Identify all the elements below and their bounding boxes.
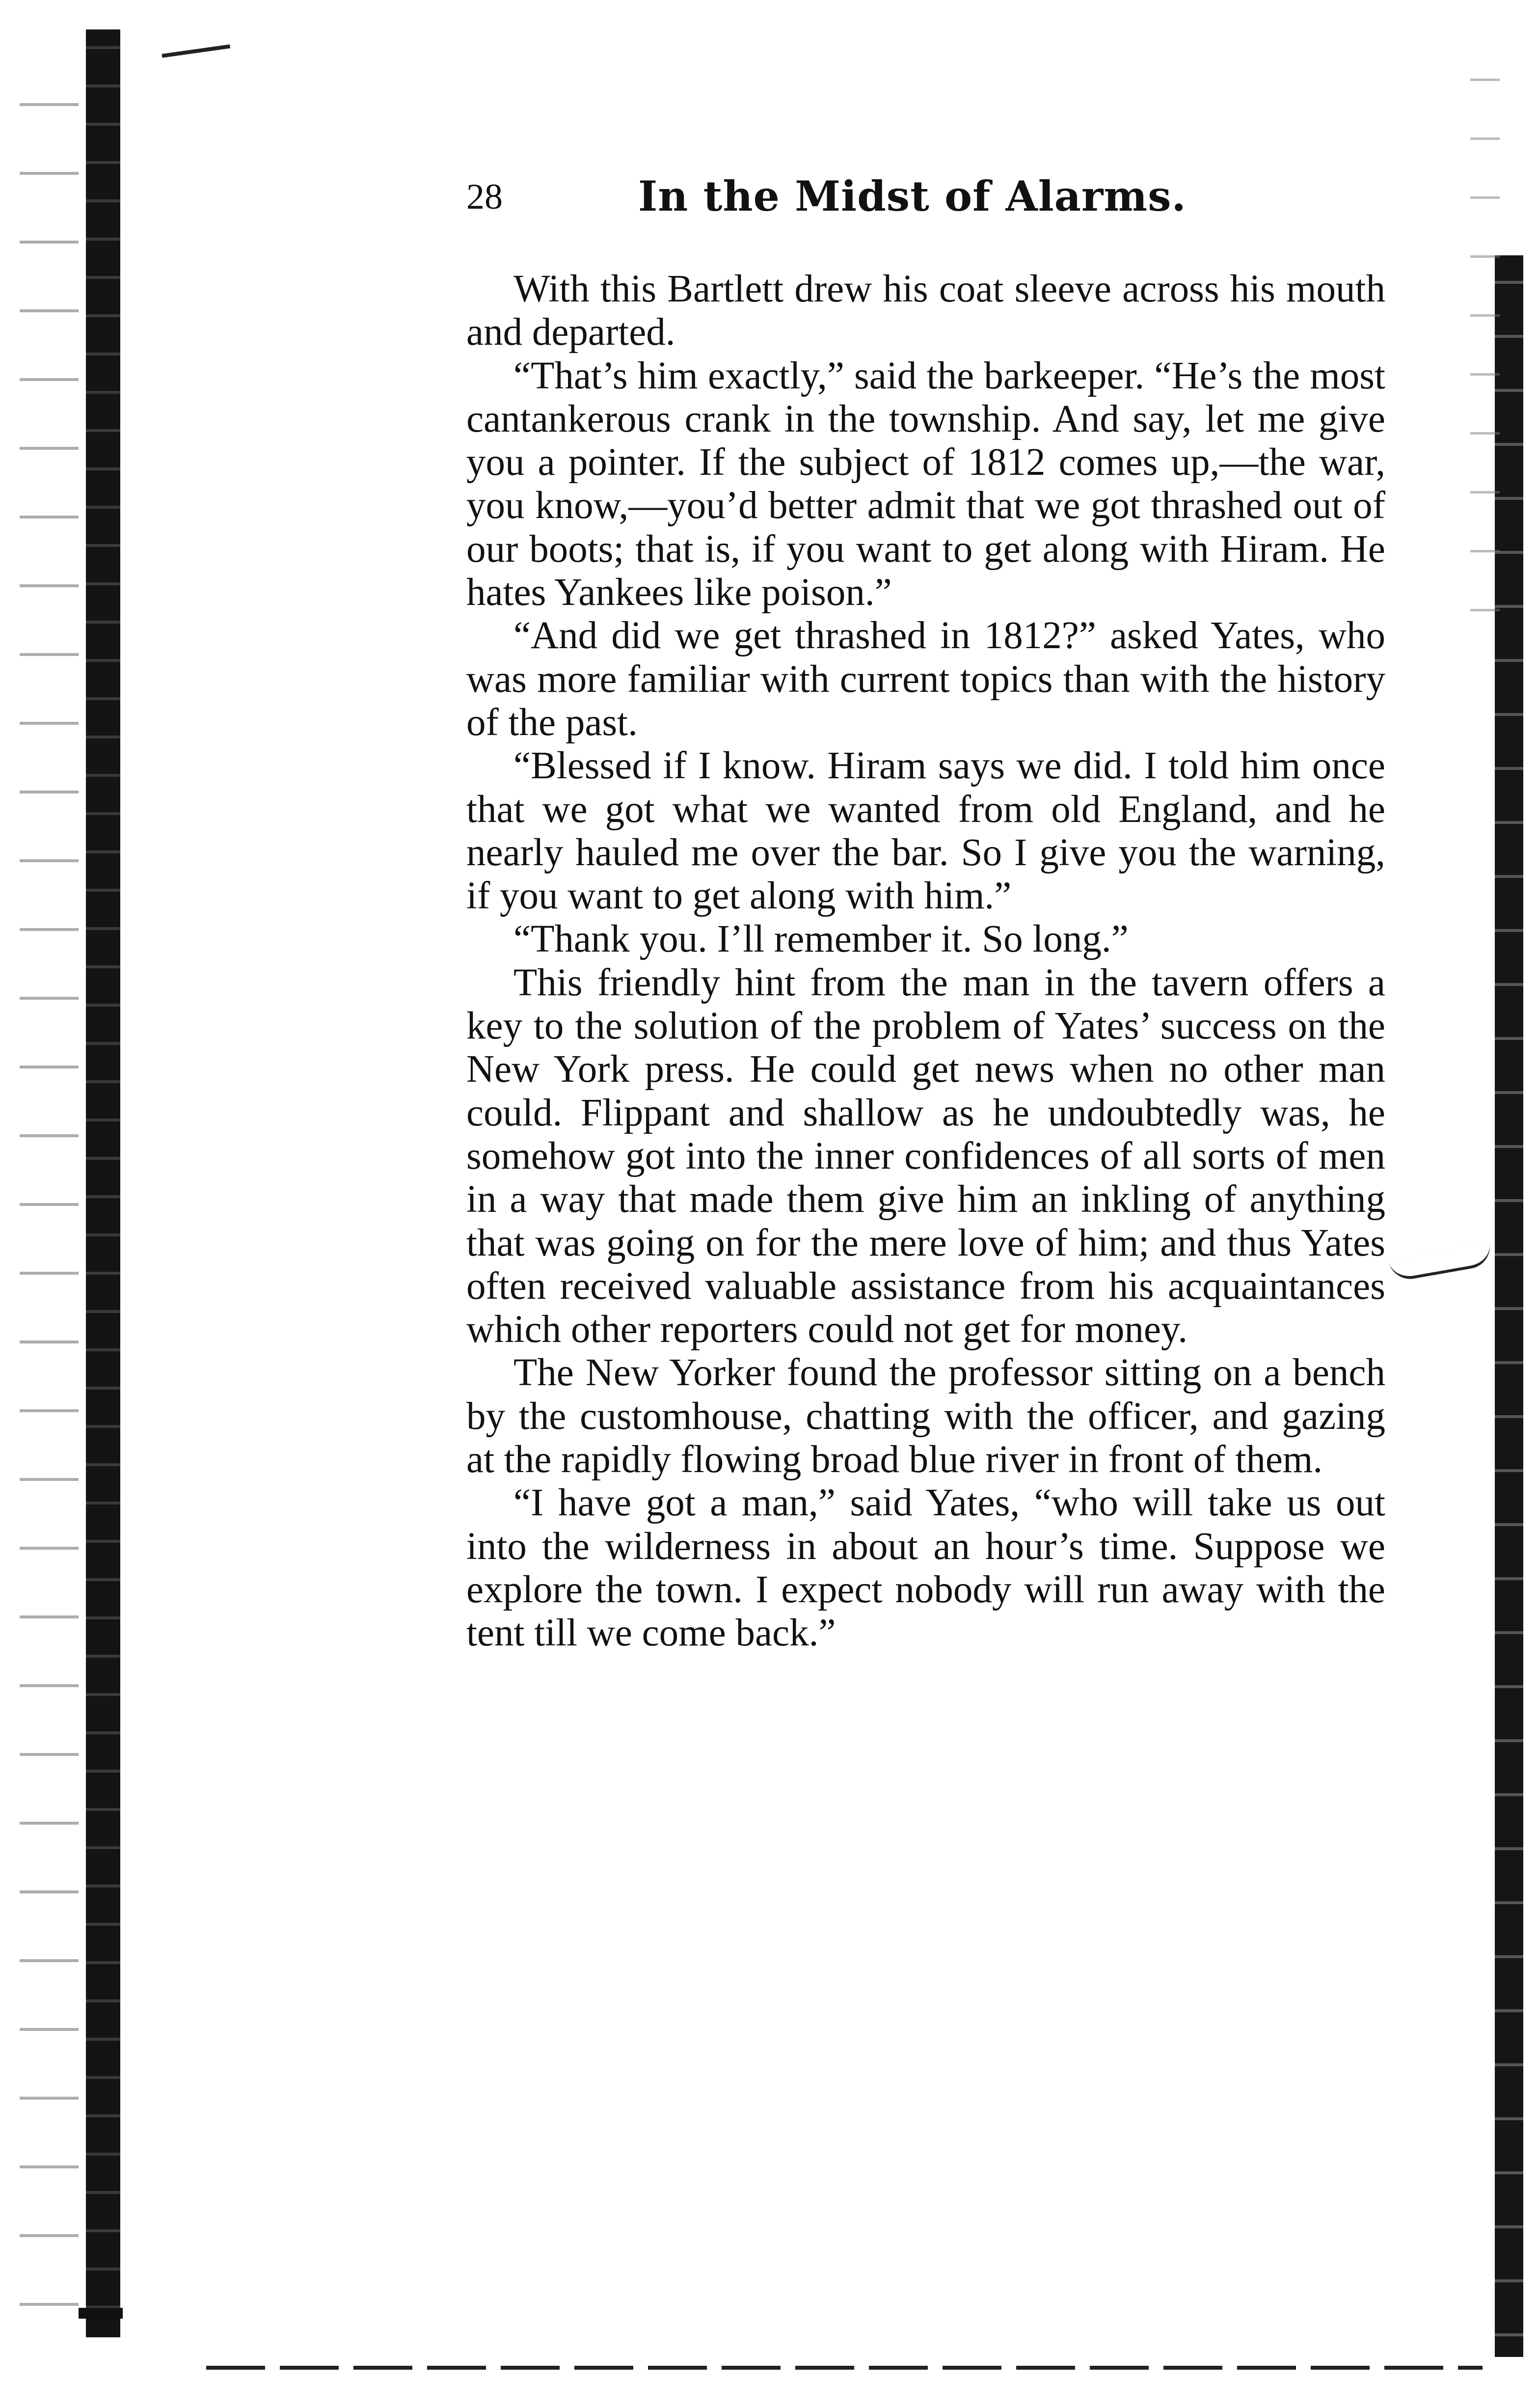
scan-left-specks	[20, 69, 79, 2318]
paragraph: “Thank you. I’ll remember it. So long.”	[513, 918, 1129, 961]
paragraph: “I have got a man,” said Yates, “who will take us out into the wilderness in about an hour’s time. Suppose we explore the town. I expect nobody will run away with the tent till we come back.”	[466, 1481, 1385, 1655]
scan-margin-stroke	[1388, 1242, 1494, 1283]
running-title: In the Midst of Alarms.	[638, 172, 1187, 220]
paragraph: With this Bartlett drew his coat sleeve across his mouth and departed.	[466, 268, 1385, 354]
scan-top-corner-mark	[162, 44, 231, 62]
paragraph: The New Yorker found the professor sitting on a bench by the customhouse, chatting with the officer, and gazing at the rapidly flowing broad blue river in front of them.	[466, 1351, 1385, 1481]
scan-left-binding-edge	[86, 29, 120, 2337]
scan-right-specks	[1470, 49, 1500, 638]
scan-bottom-edge	[206, 2366, 1483, 2370]
paragraph: This friendly hint from the man in the tavern offers a key to the solution of the problem of Yates’ success on the New York press. He could get news when no other man could. Flippant and shallow as he undoubtedly was, he somehow got into the inner confidences of all sorts of men in a way that made them give him an inkling of anything that was going on for the mere love of him; and thus Yates often received valuable assistance from his acquaintances which other reporters could not get for money.	[466, 961, 1385, 1351]
paragraph: “That’s him exactly,” said the barkeeper. “He’s the most cantankerous crank in the township. And say, let me give you a pointer. If the subject of 1812 comes up,—the war, you know,—you’d better admit that we got thrashed out of our boots; that is, if you want to get along with Hiram. He hates Yankees like poison.”	[466, 354, 1385, 614]
scan-left-binding-cap	[79, 2308, 123, 2319]
page-number: 28	[466, 177, 503, 217]
paragraph: “Blessed if I know. Hiram says we did. I told him once that we got what we wanted from old England, and he nearly hauled me over the bar. So I give you the warning, if you want to get along with him.”	[466, 744, 1385, 918]
paragraph: “And did we get thrashed in 1812?” asked Yates, who was more familiar with current topics than with the history of the past.	[466, 614, 1385, 744]
body-text	[466, 268, 1385, 1655]
